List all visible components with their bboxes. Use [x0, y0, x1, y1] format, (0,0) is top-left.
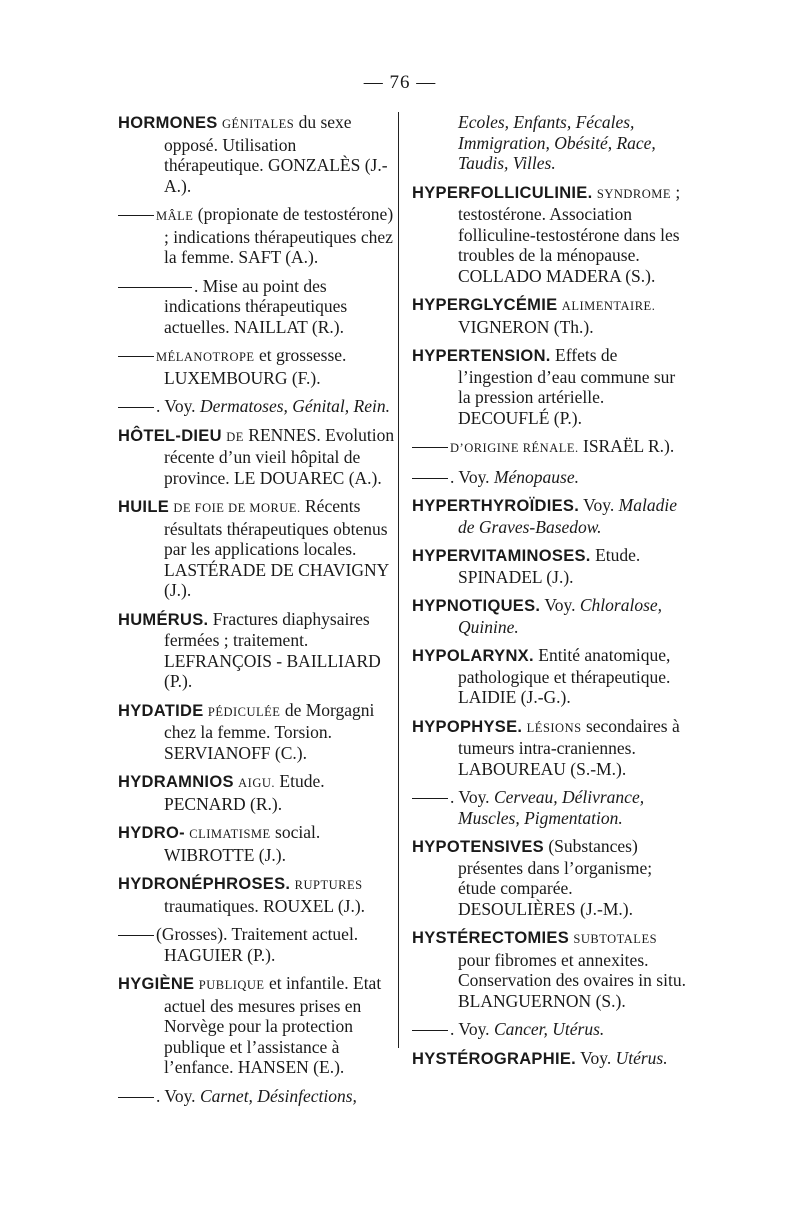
right-column [412, 112, 690, 1077]
index-entry [118, 822, 396, 865]
entry-headword: HÔTEL-DIEU [118, 426, 222, 445]
entry-text: . Voy. [156, 1085, 196, 1106]
entry-text: Fractures diaphysaires fermées ; traitement. LEFRANÇOIS - BAILLIARD (P.). [164, 608, 381, 691]
entry-text: . Voy. [450, 1019, 490, 1039]
entry-text: pour fibromes et annexites. Conservation des ovaires in situ. BLANGUERNON (S.). [458, 949, 686, 1011]
entry-text: . Voy. [450, 466, 490, 487]
entry-text: Effets de l’ingestion d’eau commune sur la pression artérielle. DECOUFLÉ (P.). [458, 345, 676, 428]
entry-headword: HYPERVITAMINOSES. [412, 547, 591, 565]
entry-reference: Chloralose, Quinine. [458, 595, 663, 637]
entry-headword: HYDATIDE [118, 701, 204, 720]
index-entry [118, 973, 396, 1078]
index-entry [412, 545, 690, 587]
entry-headword: HYPOLARYNX. [412, 647, 534, 665]
dash-mark [118, 345, 156, 366]
index-entry [118, 112, 396, 196]
index-entry [118, 345, 396, 388]
index-entry [412, 836, 690, 919]
entry-text: Entité anatomique, pathologique et thérapeutique. LAIDIE (J.-G.). [458, 645, 671, 707]
index-entry [412, 787, 690, 828]
entry-reference: Carnet, Désinfections, [199, 1085, 357, 1106]
entry-text: secondaires à tumeurs intra-craniennes. LABOUREAU (S.-M.). [458, 715, 680, 779]
entry-qualifier: MÂLE [156, 209, 194, 223]
index-entry [412, 927, 690, 1011]
entry-text: (propionate de testostérone) ; indications thérapeutiques chez la femme. SAFT (A.). [164, 204, 394, 267]
index-entry [412, 1048, 690, 1070]
entry-text: ISRAËL R.). [583, 436, 675, 456]
index-entry [412, 495, 690, 537]
entry-qualifier: LÉSIONS [526, 720, 582, 735]
entry-headword: HORMONES [118, 114, 218, 132]
entry-headword: HYPOTENSIVES [412, 838, 544, 856]
entry-text: (Grosses). Traitement actuel. HAGUIER (P.). [156, 924, 359, 965]
index-entry [412, 294, 690, 337]
entry-text: du sexe opposé. Utilisation thérapeutique. GONZALÈS (J.-A.). [164, 112, 388, 196]
dash-mark [412, 787, 450, 808]
index-entry [412, 467, 690, 488]
entry-text: . Voy. [156, 396, 196, 416]
index-entry [118, 276, 396, 338]
entry-text: Récents résultats thérapeutiques obtenus par les applications locales. LASTÉRADE DE CHAVIGNY (J.). [164, 496, 389, 600]
entry-qualifier: DE [226, 429, 244, 444]
entry-qualifier: SYNDROME [596, 186, 672, 201]
entry-text: et grossesse. LUXEMBOURG (F.). [164, 345, 347, 388]
entry-text: . Mise au point des indications thérapeutiques actuelles. NAILLAT (R.). [164, 275, 348, 337]
entry-qualifier: DE FOIE DE MORUE. [173, 501, 301, 515]
entry-text: de Morgagni chez la femme. Torsion. SERVIANOFF (C.). [164, 699, 375, 763]
index-entry [118, 609, 396, 692]
dash-mark [412, 1019, 450, 1040]
index-entry [412, 1019, 690, 1040]
index-entry [412, 595, 690, 637]
entry-qualifier: PÉDICULÉE [207, 704, 281, 719]
dash-mark [118, 1086, 156, 1107]
index-entry [412, 345, 690, 428]
entry-reference: Ecoles, Enfants, Fécales, Immigration, Obésité, Race, Taudis, Villes. [458, 112, 656, 173]
entry-headword: HYPERTHYROÏDIES. [412, 497, 580, 515]
entry-qualifier: RUPTURES [294, 878, 363, 892]
entry-reference: Cerveau, Délivrance, Muscles, Pigmentation. [458, 787, 645, 828]
entry-reference: Cancer, Utérus. [493, 1019, 605, 1039]
entry-qualifier: PUBLIQUE [198, 978, 265, 992]
index-entry [118, 873, 396, 916]
entry-text: et infantile. Etat actuel des mesures prises en Norvège pour la protection publique et l’assistance à l’enfance. HANSEN (E.). [164, 973, 382, 1077]
index-entry [412, 645, 690, 708]
entry-text: Etude. SPINADEL (J.). [458, 545, 641, 587]
entry-headword: HYSTÉROGRAPHIE. [412, 1049, 577, 1068]
entry-reference: Maladie de Graves-Basedow. [458, 495, 677, 537]
index-entry [412, 436, 690, 459]
entry-headword: HYDRONÉPHROSES. [118, 875, 291, 893]
entry-headword: HUILE [118, 498, 169, 516]
index-entry [118, 496, 396, 601]
entry-text: traumatiques. ROUXEL (J.). [164, 895, 366, 916]
entry-reference: Dermatoses, Génital, Rein. [199, 396, 390, 416]
entry-qualifier: ALIMENTAIRE. [561, 299, 656, 313]
dash-mark [118, 396, 156, 417]
entry-qualifier: SUBTOTALES [573, 932, 658, 946]
entry-headword: HYPERGLYCÉMIE [412, 296, 558, 314]
entry-text: . Voy. [450, 787, 490, 807]
left-column [118, 112, 396, 1114]
entry-qualifier: AIGU. [238, 776, 276, 790]
entry-qualifier: GÉNITALES [221, 117, 295, 131]
entry-headword: HYPERTENSION. [412, 347, 551, 365]
index-entry [412, 716, 690, 780]
index-entry [118, 1086, 396, 1107]
entry-headword: HYPNOTIQUES. [412, 597, 541, 615]
dash-mark [412, 436, 450, 457]
column-divider [398, 112, 399, 1048]
entry-headword: HYDRAMNIOS [118, 773, 234, 791]
entry-text: Voy. [583, 495, 615, 515]
index-entry [118, 425, 396, 489]
dash-mark [412, 467, 450, 488]
entry-text: VIGNERON (Th.). [458, 316, 594, 337]
entry-headword: HYGIÈNE [118, 975, 195, 993]
index-entry [412, 112, 690, 174]
entry-reference: Utérus. [615, 1047, 668, 1068]
entry-text: social. WIBROTTE (J.). [164, 822, 321, 865]
entry-qualifier: D’ORIGINE RÉNALE. [450, 441, 579, 455]
entry-headword: HYPOPHYSE. [412, 717, 523, 736]
index-entry [118, 700, 396, 764]
entry-headword: HYDRO- [118, 824, 185, 842]
entry-text: Etude. PECNARD (R.). [164, 771, 325, 814]
entry-headword: HYSTÉRECTOMIES [412, 929, 570, 947]
entry-headword: HUMÉRUS. [118, 610, 209, 629]
entry-headword: HYPERFOLLICULINIE. [412, 183, 593, 202]
index-entry [118, 924, 396, 965]
dash-mark [118, 204, 156, 225]
entry-qualifier: MÉLANOTROPE [156, 350, 255, 364]
entry-reference: Ménopause. [493, 466, 579, 487]
dash-mark [118, 924, 156, 945]
index-entry [118, 771, 396, 814]
index-entry [118, 204, 396, 268]
index-entry [118, 396, 396, 417]
entry-qualifier: CLIMATISME [189, 827, 271, 841]
entry-text: Voy. [544, 595, 576, 615]
entry-text: RENNES. Evolution récente d’un vieil hôpital de province. LE DOUAREC (A.). [164, 424, 395, 488]
entry-text: Voy. [580, 1047, 612, 1068]
entry-text: ; testostérone. Association folliculine-testostérone dans les troubles de la ménopause. COLLADO MADERA (S.). [458, 181, 681, 286]
page-number: — 76 — [363, 72, 437, 93]
dash-mark [118, 276, 194, 297]
entry-text: (Substances) présentes dans l’organisme; étude comparée. DESOULIÈRES (J.-M.). [458, 836, 653, 919]
index-entry [412, 182, 690, 287]
